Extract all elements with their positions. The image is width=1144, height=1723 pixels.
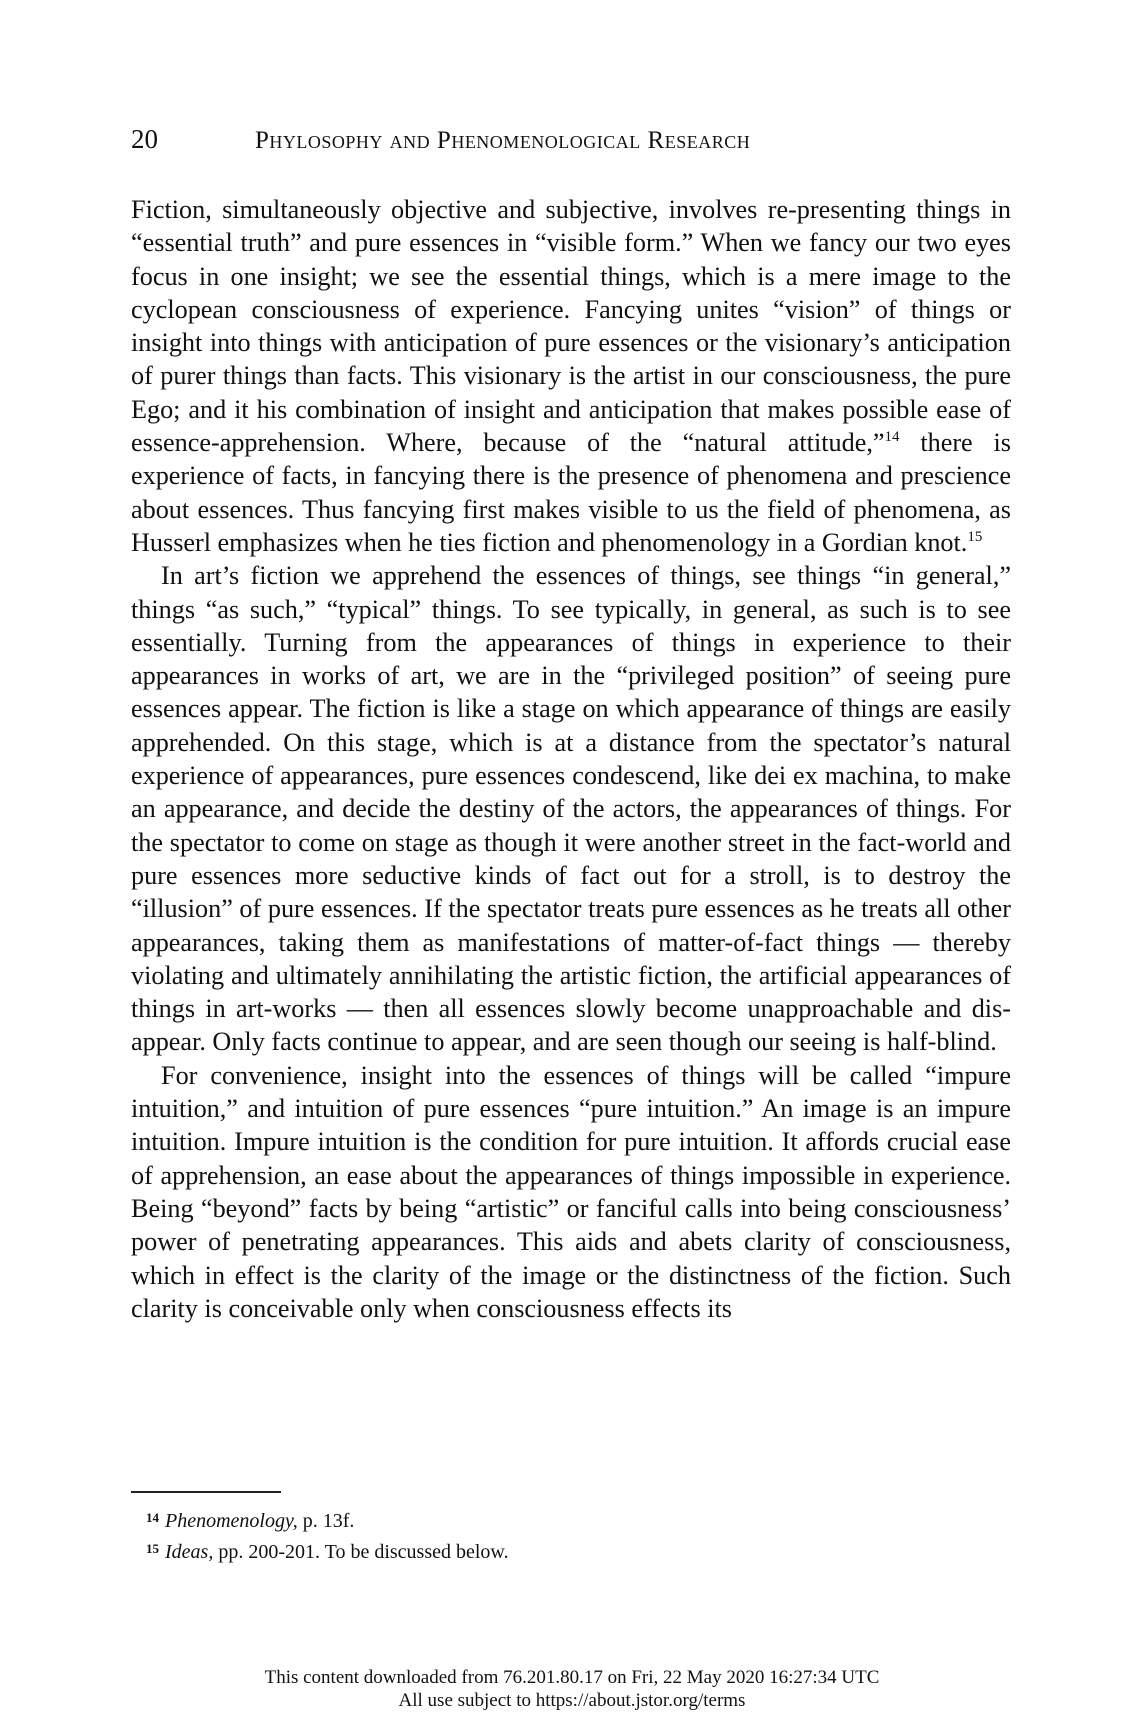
footnote-15 bbox=[146, 1535, 1006, 1566]
download-notice-line-2: All use subject to https://about.jstor.org/terms bbox=[398, 1690, 746, 1711]
download-notice-line-1: This content downloaded from 76.201.80.17 on Fri, 22 May 2020 16:27:34 UTC bbox=[264, 1667, 880, 1688]
footnote-text: p. 13f. bbox=[297, 1510, 355, 1532]
download-notice bbox=[0, 1666, 1144, 1712]
footnote-14 bbox=[146, 1504, 1006, 1535]
footnote-title: Ideas, bbox=[165, 1541, 214, 1563]
paragraph-2: In art’s fiction we apprehend the essences of things, see things “in general,” things “as such,” “typical” things. To see typically, in general, as such is to see essentially. Turning from the appearances of things in experience to their appearances in works of art, we are in the “privileged position” of seeing pure essences appear. The fiction is like a stage on which appearance of things are easily apprehended. On this stage, which is at a distance from the spectator’s natural experience of appearances, pure essences condescend, like dei ex machina, to make an appearance, and decide the destiny of the actors, the appearances of things. For the spectator to come on stage as though it were another street in the fact-world and pure essences more seductive kinds of fact out for a stroll, is to destroy the “illusion” of pure essences. If the spectator treats pure essences as he treats all other appearances, taking them as manifestations of matter-of-fact things — thereby violating and ultimately annihilating the artistic fiction, the artificial appearances of things in art-works — then all essences slowly become unapproachable and dis-appear. Only facts continue to appear, and are seen though our seeing is half-blind. bbox=[131, 561, 1011, 1057]
footnote-divider bbox=[131, 1491, 281, 1493]
footnotes bbox=[146, 1504, 1006, 1566]
footnote-text: pp. 200-201. To be discussed below. bbox=[213, 1541, 509, 1563]
footnote-number: 15 bbox=[146, 1541, 159, 1556]
paragraph-3: For convenience, insight into the essences of things will be called “impure intuition,” and intuition of pure essences “pure intuition.” An image is an impure intuition. Impure intuition is the condition for pure intuition. It affords crucial ease of apprehension, an ease about the appearances of things impossible in experience. Being “beyond” facts by being “artistic” or fanciful calls into being consciousness’ power of penetrating appearances. This aids and abets clarity of consciousness, which in effect is the clarity of the image or the distinctness of the fiction. Such clarity is conceivable only when consciousness effects its bbox=[131, 1060, 1011, 1323]
paragraph-1-text: Fiction, simultaneously objective and subjective, involves re-presenting things in “essential truth” and pure essences in “visible form.” When we fancy our two eyes focus in one insight; we see the essential things, which is a mere image to the cyclopean consciousness of experience. Fancying unites “vision” of things or insight into things with anticipation of pure essences or the visionary’s anticipation of purer things than facts. This visionary is the artist in our consciousness, the pure Ego; and it his combination of insight and anticipation that makes possible ease of essence-apprehension. Where, because of the “natural attitude,” bbox=[131, 195, 1011, 458]
footnote-title: Phenomenology, bbox=[165, 1510, 298, 1532]
page-number: 20 bbox=[131, 124, 158, 154]
body-text bbox=[131, 193, 1011, 1325]
paragraph-1-text-cont: there is experience of facts, in fancying there is the presence of phenomena and prescience about essences. Thus fancying first makes visible to us the field of phenomena, as Husserl emphasizes when he ties fiction and phenomenology in a Gordian knot. bbox=[131, 428, 1011, 557]
running-title: Phylosophy and Phenomenological Research bbox=[255, 127, 751, 154]
footnote-number: 14 bbox=[146, 1510, 159, 1525]
page-header bbox=[131, 124, 1011, 164]
footnote-ref-14[interactable]: 14 bbox=[884, 429, 900, 446]
paragraph-1 bbox=[131, 193, 1011, 559]
footnote-ref-15[interactable]: 15 bbox=[967, 528, 983, 545]
